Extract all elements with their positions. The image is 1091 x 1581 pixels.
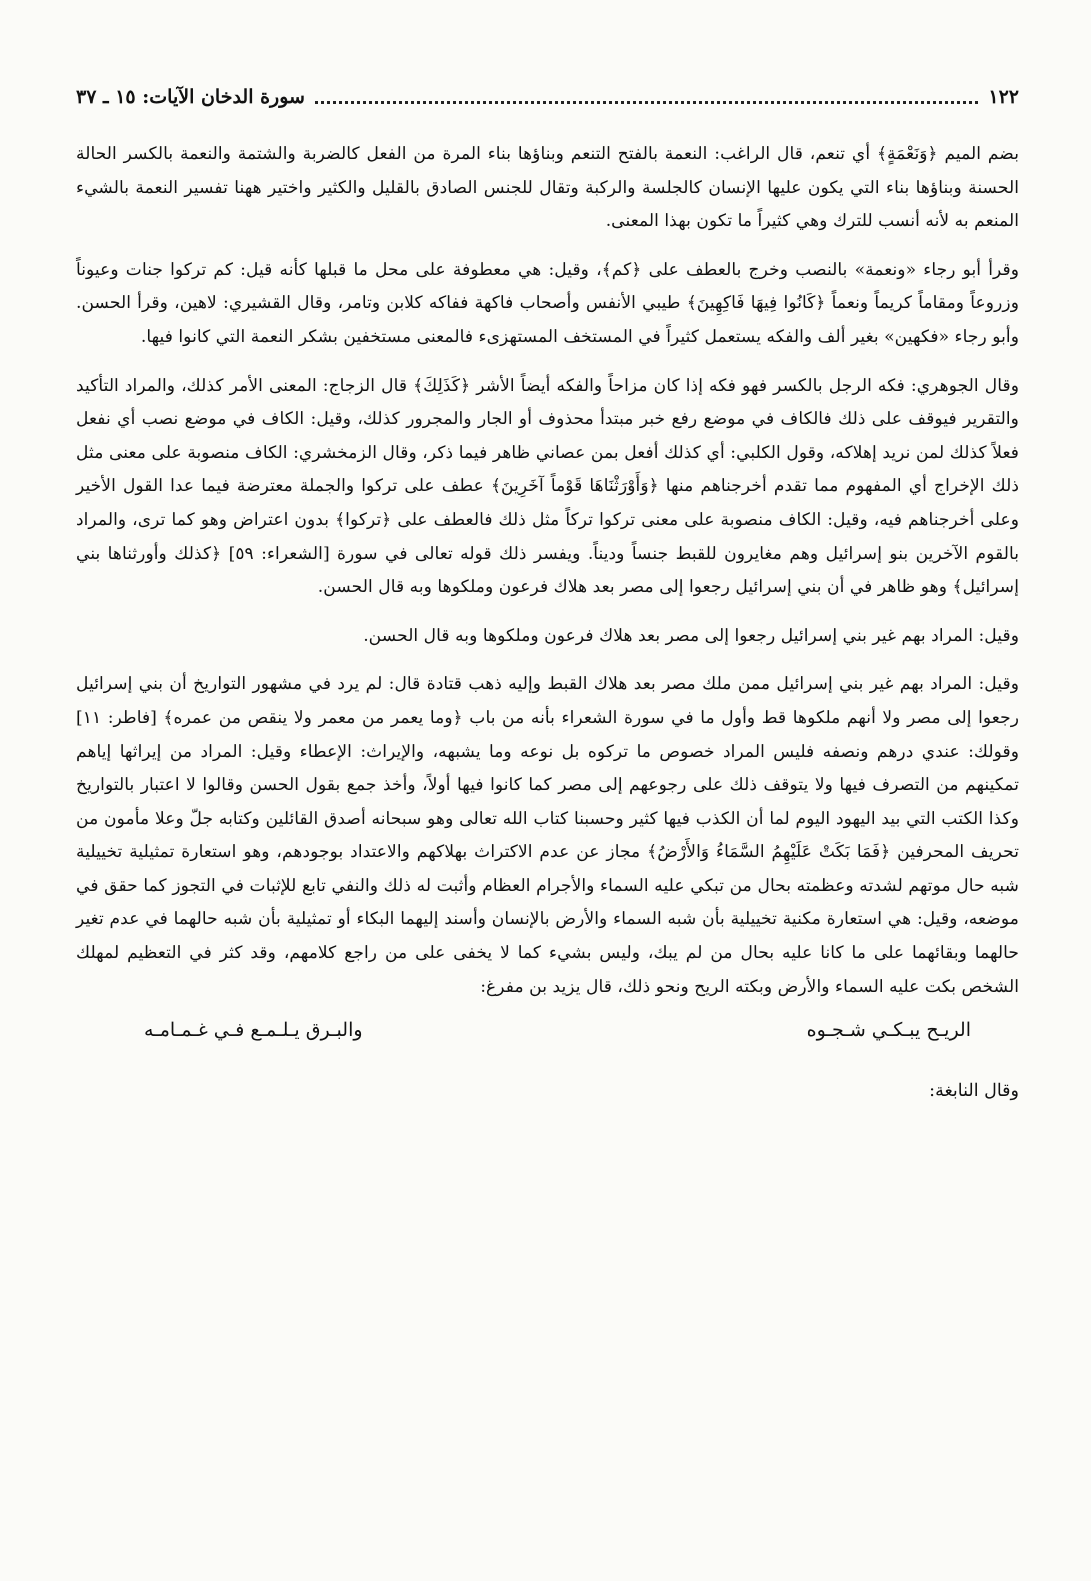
poetry-verse <box>144 1019 971 1041</box>
closing-line: وقال النابغة: <box>929 1081 1019 1102</box>
paragraph-3: وقال الجوهري: فكه الرجل بالكسر فهو فكه إذا كان مزاحاً والفكه أيضاً الأشر ﴿كَذَلِكَ﴾ قال الزجاج: المعنى الأمر كذلك، والمراد التأكيد والتقرير فيوقف على ذلك فالكاف في موضع رفع خبر مبتدأ محذوف أو الجار والمجرور كذلك، وقيل: الكاف في موضع نصب أي نفعل فعلاً كذلك لمن نريد إهلاكه، وقول الكلبي: أي كذلك أفعل بمن عصاني ظاهر فيما ذكر، وقال الزمخشري: الكاف منصوبة على معنى مثل ذلك الإخراج أي المفهوم مما تقدم أخرجناهم منها ﴿وَأَوْرَثْنَاهَا قَوْماً آخَرِينَ﴾ عطف على تركوا والجملة معترضة فيما عدا القول الأخير وعلى أخرجناهم فيه، وقيل: الكاف منصوبة على معنى تركوا تركاً مثل ذلك فالعطف على ﴿تركوا﴾ بدون اعتراض وهو كما ترى، والمراد بالقوم الآخرين بنو إسرائيل وهم مغايرون للقبط جنساً وديناً. ويفسر ذلك قوله تعالى في سورة [الشعراء: ٥٩] ﴿كذلك وأورثناها بني إسرائيل﴾ وهو ظاهر في أن بني إسرائيل رجعوا إلى مصر بعد هلاك فرعون وملكوها وبه قال الحسن. <box>76 375 1019 598</box>
page-header <box>76 80 1019 114</box>
running-title: سورة الدخان الآيات: ١٥ ـ ٣٧ <box>76 86 305 108</box>
paragraph-5: وقيل: المراد بهم غير بني إسرائيل ممن ملك مصر بعد هلاك القبط وإليه ذهب قتادة قال: لم يرد في مشهور التواريخ أن بني إسرائيل رجعوا إلى مصر ولا أنهم ملكوها قط وأول ما في سورة الشعراء بأنه من باب ﴿وما يعمر من معمر ولا ينقص من عمره﴾ [فاطر: ١١] وقولك: عندي درهم ونصفه فليس المراد خصوص ما تركوه بل نوعه وما يشبهه، والإيراث: الإعطاء وقيل: المراد من إيراثها إياهم تمكينهم من التصرف فيها ولا يتوقف ذلك على رجوعهم إلى مصر كما كانوا فيها أولاً، وأخذ جمع بقول الحسن وقالوا لا اعتبار بالتواريخ وكذا الكتب التي بيد اليهود اليوم لما أن الكذب فيها كثير وحسبنا كتاب الله تعالى وهو سبحانه أصدق القائلين وكتابه جلّ وعلا مأمون من تحريف المحرفين ﴿فَمَا بَكَتْ عَلَيْهِمُ السَّمَاءُ وَالأَرْضُ﴾ مجاز عن عدم الاكتراث بهلاكهم والاعتداد بوجودهم، وهو استعارة تمثيلية تخييلية شبه حال موتهم لشدته وعظمته بحال من تبكي عليه السماء والأجرام العظام وأثبت له ذلك والنفي تابع للإثبات في التجوز كما حقق في موضعه، وقيل: هي استعارة مكنية تخييلية بأن شبه السماء والأرض بالإنسان وأسند إليهما البكاء أو تمثيلية بأن شبه حالهما في عدم تغير حالهما وبقائهما على ما كانا عليه بحال من لم يبك، وليس بشيء كما لا يخفى على من راجع كلامهم، وقد كثر في التعظيم لمهلك الشخص بكت عليه السماء والأرض وبكته الريح ونحو ذلك، قال يزيد بن مفرغ: <box>76 674 1019 997</box>
paragraph-4: وقيل: المراد بهم غير بني إسرائيل رجعوا إلى مصر بعد هلاك فرعون وملكوها وبه قال الحسن. <box>363 625 1019 646</box>
page-body <box>76 138 1019 1101</box>
page-number: ١٢٢ <box>988 86 1019 108</box>
header-dotted-leader <box>315 101 978 104</box>
paragraph-1: بضم الميم ﴿وَنَعْمَةٍ﴾ أي تنعم، قال الراغب: النعمة بالفتح التنعم وبناؤها بناء المرة من الفعل كالضربة والشتمة والنعمة بالكسر الحالة الحسنة وبناؤها بناء التي يكون عليها الإنسان كالجلسة والركبة وتقال للجنس الصادق بالقليل والكثير واختير ههنا تفسير النعمة بالشيء المنعم به لأنه أنسب للترك وهي كثيراً ما تكون بهذا المعنى. <box>76 144 1019 232</box>
verse-first-hemistich: الريـح يبـكـي شـجـوه <box>806 1019 971 1042</box>
verse-second-hemistich: والبـرق يـلـمـع فـي غـمـامـه <box>144 1019 363 1042</box>
paragraph-2: وقرأ أبو رجاء «ونعمة» بالنصب وخرج بالعطف على ﴿كم﴾، وقيل: هي معطوفة على محل ما قبلها كأنه قيل: كم تركوا جنات وعيوناً وزروعاً ومقاماً كريماً ونعماً ﴿كَانُوا فِيهَا فَاكِهِينَ﴾ طيبي الأنفس وأصحاب فاكهة ففاكه كلابن وتامر، وقال القشيري: لاهين، وقرأ الحسن. وأبو رجاء «فكهين» بغير ألف والفكه يستعمل كثيراً في المستخف المستهزىء فالمعنى مستخفين بشكر النعمة التي كانوا فيها. <box>76 259 1019 347</box>
